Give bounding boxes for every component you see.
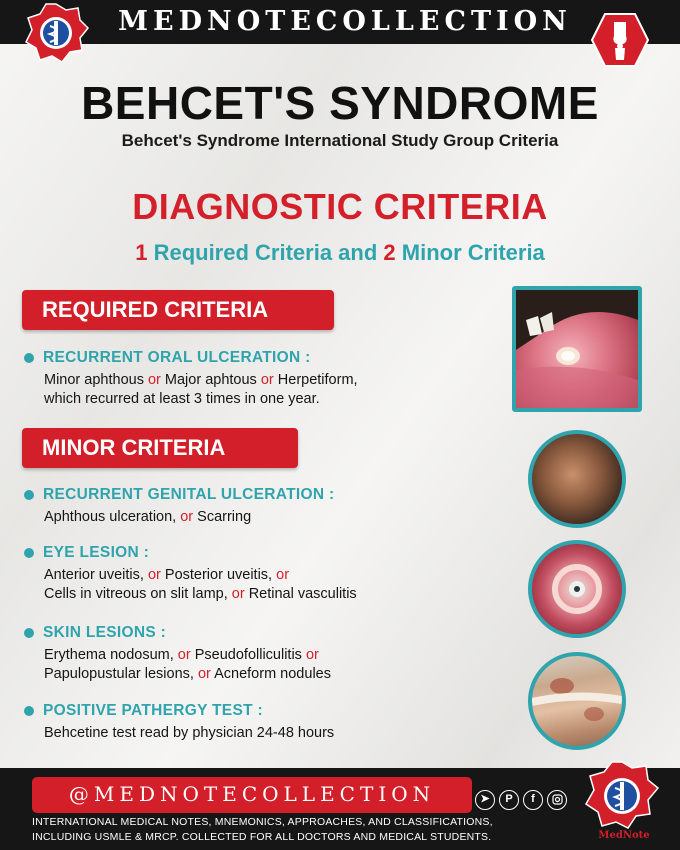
text: Erythema nodosum, xyxy=(44,647,178,663)
text: Cells in vitreous on slit lamp, xyxy=(44,586,232,602)
or-text: or xyxy=(276,567,290,583)
oral-ulcer-photo xyxy=(512,286,642,412)
genital-ulcer-photo xyxy=(528,430,626,528)
minor-count: 2 xyxy=(383,240,396,265)
text: Scarring xyxy=(193,509,252,525)
page-subtitle: Behcet's Syndrome International Study Group Criteria xyxy=(121,131,559,150)
criteria-summary xyxy=(0,240,680,266)
criterion-body xyxy=(44,508,334,527)
telegram-icon[interactable]: ➤ xyxy=(475,790,495,810)
criterion-body xyxy=(44,566,357,604)
required-criteria-label: REQUIRED CRITERIA xyxy=(22,290,334,330)
criterion-pathergy-test xyxy=(24,702,334,743)
instagram-icon[interactable] xyxy=(547,790,567,810)
text: Retinal vasculitis xyxy=(244,586,357,602)
bullet-icon xyxy=(24,353,34,363)
criterion-eye-lesion xyxy=(24,544,357,604)
text: Minor aphthous xyxy=(44,372,148,388)
minor-criteria-label: MINOR CRITERIA xyxy=(22,428,298,468)
criterion-heading: EYE LESION : xyxy=(43,544,150,561)
or-text: or xyxy=(197,666,211,682)
eye-lesion-photo xyxy=(528,540,626,638)
text: Major aphtous xyxy=(160,372,261,388)
criterion-body: Behcetine test read by physician 24-48 hours xyxy=(44,725,335,741)
bullet-icon xyxy=(24,490,34,500)
text: which recurred at least 3 times in one year. xyxy=(44,391,320,407)
text: Pseudofolliculitis xyxy=(190,647,306,663)
required-count: 1 xyxy=(135,240,148,265)
criterion-body xyxy=(44,371,358,409)
knee-joint-icon xyxy=(590,12,650,68)
text: Acneform nodules xyxy=(210,666,331,682)
page-title: BEHCET'S SYNDROME xyxy=(81,77,599,129)
footer-line-1: INTERNATIONAL MEDICAL NOTES, MNEMONICS, APPROACHES, AND CLASSIFICATIONS, xyxy=(32,816,493,828)
criterion-heading: POSITIVE PATHERGY TEST : xyxy=(43,702,263,719)
text: Posterior uveitis, xyxy=(160,567,277,583)
minor-count-text: Minor Criteria xyxy=(395,240,545,265)
criterion-genital-ulceration xyxy=(24,486,334,527)
text: Papulopustular lesions, xyxy=(44,666,198,682)
diagnostic-criteria-heading: DIAGNOSTIC CRITERIA xyxy=(132,186,548,227)
footer-line-2: INCLUDING USMLE & MRCP. COLLECTED FOR ALL DOCTORS AND MEDICAL STUDENTS. xyxy=(32,831,492,843)
criterion-heading: RECURRENT GENITAL ULCERATION : xyxy=(43,486,335,503)
or-text: or xyxy=(305,647,319,663)
or-text: or xyxy=(260,372,274,388)
criterion-heading: RECURRENT ORAL ULCERATION : xyxy=(43,349,311,366)
or-text: or xyxy=(180,509,194,525)
text: Anterior uveitis, xyxy=(44,567,148,583)
skin-lesion-photo xyxy=(528,652,626,750)
text: Aphthous ulceration, xyxy=(44,509,181,525)
criterion-heading: SKIN LESIONS : xyxy=(43,624,167,641)
text: Herpetiform, xyxy=(273,372,358,388)
required-count-text: Required Criteria and xyxy=(147,240,384,265)
criterion-body xyxy=(44,646,331,684)
pinterest-icon[interactable]: P xyxy=(499,790,519,810)
or-text: or xyxy=(231,586,245,602)
or-text: or xyxy=(177,647,191,663)
criterion-skin-lesions xyxy=(24,624,331,684)
logo-brand-text: MedNote xyxy=(598,830,650,841)
social-handle[interactable]: @MEDNOTECOLLECTION xyxy=(32,777,472,813)
facebook-icon[interactable]: f xyxy=(523,790,543,810)
mednote-logo-icon xyxy=(22,2,90,64)
or-text: or xyxy=(147,567,161,583)
brand-title: MEDNOTECOLLECTION xyxy=(118,6,572,37)
bullet-icon xyxy=(24,548,34,558)
or-text: or xyxy=(147,372,161,388)
bullet-icon xyxy=(24,628,34,638)
bullet-icon xyxy=(24,706,34,716)
footer-description xyxy=(32,815,552,845)
criterion-oral-ulceration xyxy=(24,349,358,409)
